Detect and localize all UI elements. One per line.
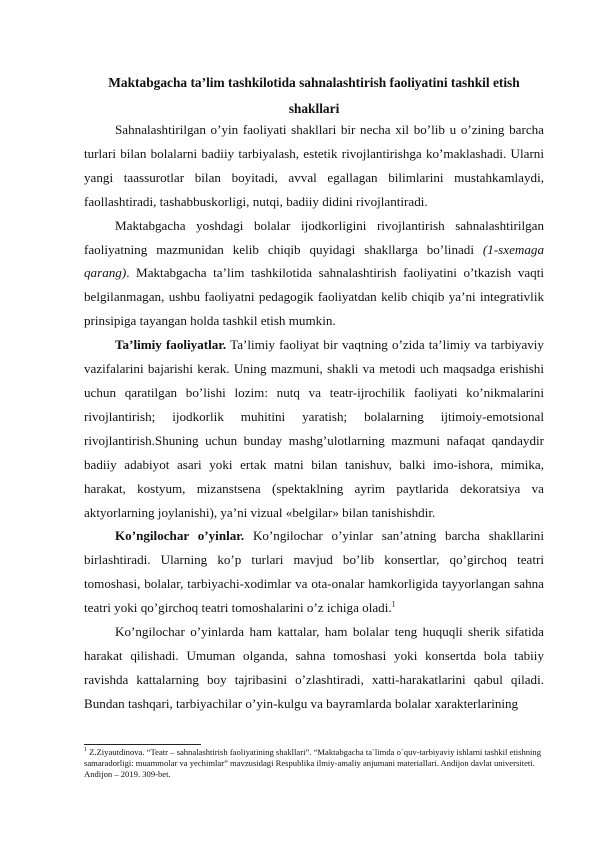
paragraph-2 (84, 214, 544, 334)
title-line-2: shakllari (288, 101, 340, 116)
paragraph-3 (84, 333, 544, 524)
section-heading-entertainment-games: Ko’ngilochar o’yinlar. (115, 528, 245, 544)
title-line-1: Maktabgacha ta’lim tashkilotida sahnalashtirish faoliyatini tashkil etish (108, 75, 520, 90)
footnote-reference: 1 (391, 599, 396, 609)
footnote-mark: 1 (84, 747, 87, 754)
paragraph-3-text: Ta’limiy faoliyat bir vaqtning o’zida ta’limiy va tarbiyaviy vazifalarini bajarishi kerak. Uning mazmuni, shakli va metodi uch maqsadga erishishi uchun qaratilgan bo’lishi lozim: nutq va teatr-ijrochilik faoliyati ko’nikmalarini rivojlantirish; ijodkorlik muhitini yaratish; bolalarning ijtimoiy-emotsional rivojlantirish.Shuning uchun bunday mashg’ulotlarning mazmuni nafaqat qandaydir badiiy adabiyot asari yoki ertak matni bilan tanishuv, balki imo-ishora, mimika, harakat, kostyum, mizanstsena (spektaklning ayrim paytlarida dekoratsiya va aktyorlarning joylanishi), ya’ni vizual «belgilar» bilan tanishishdir. (84, 337, 544, 520)
paragraph-5: Ko’ngilochar o’yinlarda ham kattalar, ham bolalar teng huquqli sherik sifatida harakat qilishadi. Umuman olganda, sahna tomoshasi yoki konsertda bola tabiiy ravishda kattalarning boy tajribasini o’zlashtiradi, xatti-harakatlarini qabul qiladi. Bundan tashqari, tarbiyachilar o’yin-kulgu va bayramlarda bolalar xarakterlarining (84, 624, 544, 711)
footnote (84, 747, 544, 779)
footnote-separator (84, 744, 201, 745)
paragraph-2-text-end: . Maktabgacha ta’lim tashkilotida sahnalashtirish faoliyatini o’tkazish vaqti belgilanmagan, ushbu faoliyatni pedagogik faoliyatdan kelib chiqib ya’ni integrativlik prinsipiga tayangan holda tashkil etish mumkin. (84, 265, 544, 329)
paragraph-4 (84, 524, 544, 620)
footnote-text: Z.Ziyautdinova. “Teatr – sahnalashtirish faoliyatining shakllari”. “Maktabgacha ta`limda o`quv-tarbiyaviy ishlarni tashkil etishning samaradorligi: muammolar va yechimlar” mavzusidagi Respublika ilmiy-amaliy anjumani materiallari. Andijon davlat universiteti. Andijon – 2019. 309-bet. (84, 747, 542, 779)
section-heading-educational-activities: Ta’limiy faoliyatlar. (115, 337, 227, 353)
paragraph-4-text: Ko’ngilochar o’yinlar san’atning barcha shakllarini birlashtiradi. Ularning ko’p turlari mavjud bo’lib konsertlar, qo’girchoq teatri tomoshasi, bolalar, tarbiyachi-xodimlar va ota-onalar hamkorligida tayyorlangan sahna teatri yoki qo’girchoq teatri tomoshalarini o’z ichiga oladi. (84, 528, 544, 616)
scheme-reference: (1-sxemaga qarang) (84, 241, 544, 281)
paragraph-2-text-start: Maktabgacha yoshdagi bolalar ijodkorligini rivojlantirish sahnalashtirilgan faoliyatning mazmunidan kelib chiqib quyidagi shakllarga bo’linadi (84, 217, 544, 257)
paragraph-1: Sahnalashtirilgan o’yin faoliyati shakllari bir necha xil bo’lib u o’zining barcha turlari bilan bolalarni badiiy tarbiyalash, estetik rivojlantirishga ko’maklashadi. Ularni yangi taassurotlar bilan boyitadi, avval egallagan bilimlarini mustahkamlaydi, faollashtiradi, tashabbuskorligi, nutqi, badiiy didini rivojlantiradi. (84, 122, 544, 209)
document-title (84, 70, 544, 122)
document-body (84, 118, 544, 716)
